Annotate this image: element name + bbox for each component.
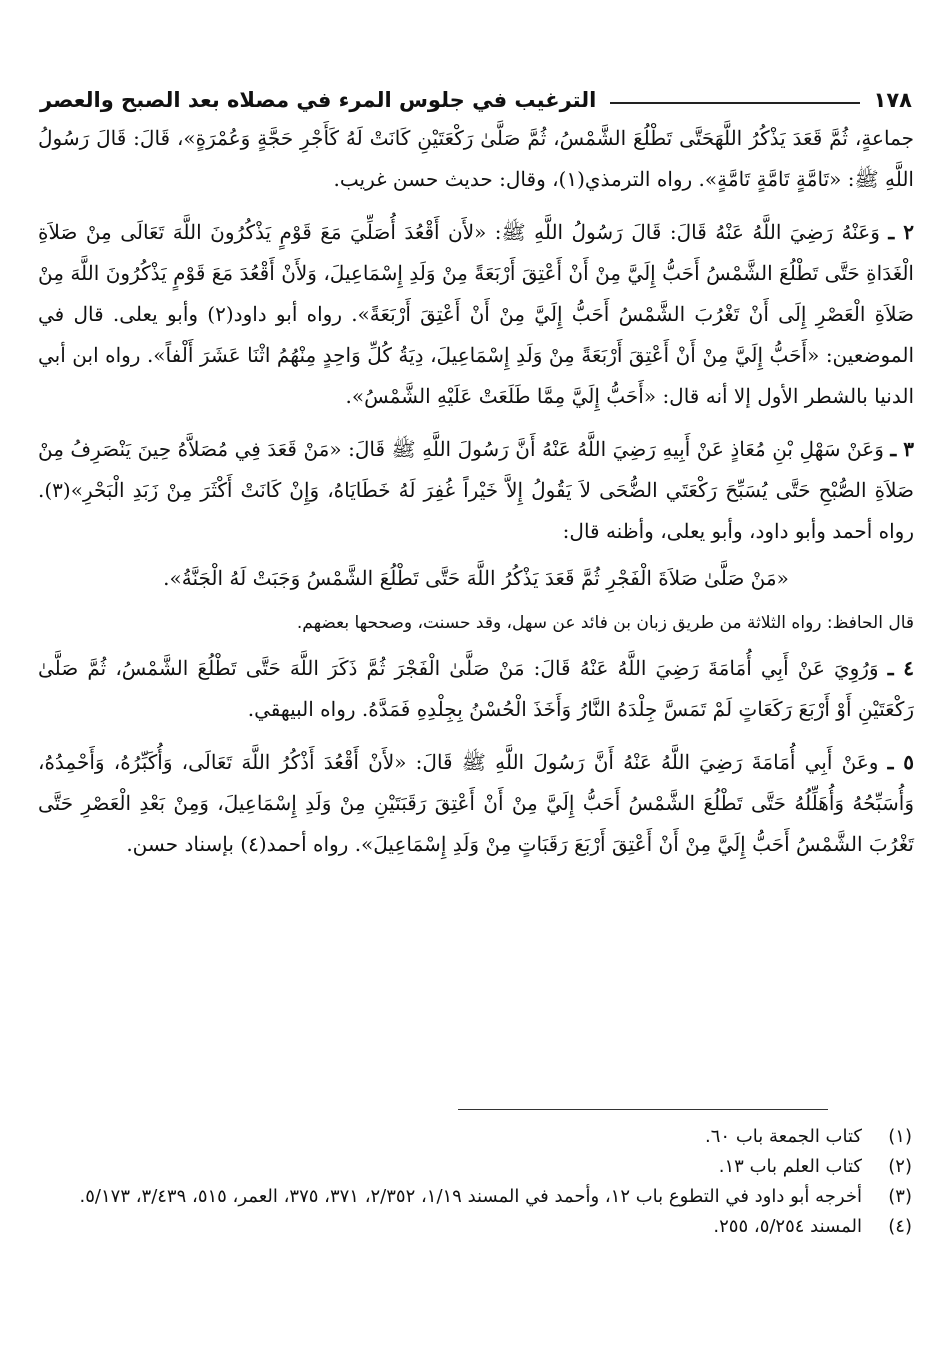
hadith-number: ٤ ـ [887,656,914,680]
footnote-number: (١) [888,1126,912,1147]
footnote-text: المسند ٥/٢٥٤، ٢٥٥. [713,1216,862,1237]
paragraph-continued: جماعةٍ، ثُمَّ قَعَدَ يَذْكُرُ اللَّهَحَتَّى تَطْلُعَ الشَّمْسُ، ثُمَّ صَلَّىٰ رَكْعَتَيْنِ كَانَتْ لَهُ كَأَجْرِ حَجَّةٍ وَعُمْرَةٍ»، قَالَ: قَالَ رَسُولُ اللَّهِ ﷺ: «تَامَّةٍ تَامَّةٍ تَامَّةٍ». رواه الترمذي(١)، وقال: حديث حسن غريب. [38,126,914,191]
footnote-number: (٤) [888,1216,912,1237]
hadith-text: وَرُوِيَ عَنْ أَبِي أُمَامَةَ رَضِيَ اللَّهُ عَنْهُ قَالَ: مَنْ صَلَّىٰ الْفَجْرَ ثُمَّ ذَكَرَ اللَّهَ حَتَّى تَطْلُعَ الشَّمْسُ، ثُمَّ صَلَّىٰ رَكْعَتَيْنِ أَوْ أَرْبَعَ رَكَعَاتٍ لَمْ تَمَسَّ جِلْدَهُ النَّارُ وَأَخَذَ الْحُسْنُ بِجِلْدِهِ فَمَدَّهُ. رواه البيهقي. [38,656,914,721]
footnote [40,1122,912,1152]
footnote [40,1182,912,1212]
hadith-3-quote: «مَنْ صَلَّىٰ صَلاَةَ الْفَجْرِ ثُمَّ قَعَدَ يَذْكُرُ اللَّهَ حَتَّى تَطْلُعَ الشَّمْسُ وَجَبَتْ لَهُ الْجَنَّةُ». [163,566,789,590]
footnote-number: (٣) [888,1186,912,1207]
footnote-text: أخرجه أبو داود في التطوع باب ١٢، وأحمد في المسند ١/١٩، ٢/٣٥٢، ٣٧١، ٣٧٥، العمر، ٥١٥، ٣/٤٣٩، ٥/١٧٣. [79,1186,862,1207]
hadith-number: ٢ ـ [888,220,914,244]
hadith-4 [38,648,914,730]
footnotes [40,1122,912,1242]
running-header [40,78,912,112]
main-text [38,118,914,877]
hadith-text: وَعَنْهُ رَضِيَ اللَّهُ عَنْهُ قَالَ: قَالَ رَسُولُ اللَّهِ ﷺ: «لأَن أَقْعُدَ أُصَلِّيَ مَعَ قَوْمٍ يَذْكُرُونَ اللَّهَ تَعَالَى مِنْ صَلاَةِ الْغَدَاةِ حَتَّى تَطْلُعَ الشَّمْسُ أَحَبُّ إِلَيَّ مِنْ أَنْ أَعْتِقَ أَرْبَعَةً مِنْ وَلَدِ إِسْمَاعِيلَ، وَلأَنْ أَقْعُدَ مَعَ قَوْمٍ يَذْكُرُونَ اللَّهَ مِنْ صَلاَةِ الْعَصْرِ إِلَى أَنْ تَغْرُبَ الشَّمْسُ أَحَبُّ إِلَيَّ مِنْ أَنْ أَعْتِقَ أَرْبَعَةً». رواه أبو داود(٢) وأبو يعلى. قال في الموضعين: «أَحَبُّ إِلَيَّ مِنْ أَنْ أَعْتِقَ أَرْبَعَةً مِنْ وَلَدِ إِسْمَاعِيلَ، دِيَةُ كُلِّ وَاحِدٍ مِنْهُمُ اثْنَا عَشَرَ أَلْفاً». رواه ابن أبي الدنيا بالشطر الأول إلا أنه قال: «أَحَبُّ إِلَيَّ مِمَّا طَلَعَتْ عَلَيْهِ الشَّمْسُ». [38,220,915,408]
hadith-number: ٥ ـ [887,750,915,774]
footnote-text: كتاب العلم باب ١٣. [718,1156,862,1177]
hadith-text: وعَنْ أَبِي أُمَامَةَ رَضِيَ اللَّهُ عَنْهُ أَنَّ رَسُولَ اللَّهِ ﷺ قَالَ: «لأَنْ أَقْعُدَ أَذْكُرُ اللَّهَ تَعَالَى، وَأُكَبِّرُهُ، وَأَحْمِدُهُ، وَأُسَبِّحُهُ وَأُهَلِّلُهُ حَتَّى تَطْلُعَ الشَّمْسُ أَحَبُّ إِلَيَّ مِنْ أَنْ أَعْتِقَ رَقَبَتَيْنِ مِنْ وَلَدِ إِسْمَاعِيلَ، وَمِنْ بَعْدِ الْعَصْرِ حَتَّى تَغْرُبَ الشَّمْسُ أَحَبُّ إِلَيَّ مِنْ أَنْ أَعْتِقَ أَرْبَعَ رَقَبَاتٍ مِنْ وَلَدِ إِسْمَاعِيلَ». رواه أحمد(٤) بإسناد حسن. [38,750,914,856]
header-rule [610,102,859,104]
footnote-number: (٢) [888,1156,912,1177]
footnote [40,1152,912,1182]
footnote-text: كتاب الجمعة باب ٦٠. [705,1126,862,1147]
hadith-3 [38,429,914,552]
hafiz-note: قال الحافظ: رواه الثلاثة من طريق زبان بن فائد عن سهل، وقد حسنت، وصححها بعضهم. [296,613,914,633]
hadith-5 [38,742,914,865]
page-number: ١٧٨ [873,88,912,112]
footnote [40,1212,912,1242]
running-title: الترغيب في جلوس المرء في مصلاه بعد الصبح والعصر [40,88,597,112]
hadith-2 [38,212,914,417]
hadith-text: وَعَنْ سَهْلِ بْنِ مُعَاذٍ عَنْ أَبِيهِ رَضِيَ اللَّهُ عَنْهُ أَنَّ رَسُولَ اللَّهِ ﷺ قَالَ: «مَنْ قَعَدَ فِي مُصَلاَّهُ حِينَ يَنْصَرِفُ مِنْ صَلاَةِ الصُّبْحِ حَتَّى يُسَبِّحَ رَكْعَتَي الضُّحَى لاَ يَقُولُ إِلاَّ خَيْراً غُفِرَ لَهُ خَطَايَاهُ، وَإِنْ كَانَتْ أَكْثَرَ مِنْ زَبَدِ الْبَحْرِ»(٣). رواه أحمد وأبو داود، وأبو يعلى، وأظنه قال: [38,437,914,543]
hadith-number: ٣ ـ [890,437,915,461]
footnote-separator [458,1109,828,1110]
